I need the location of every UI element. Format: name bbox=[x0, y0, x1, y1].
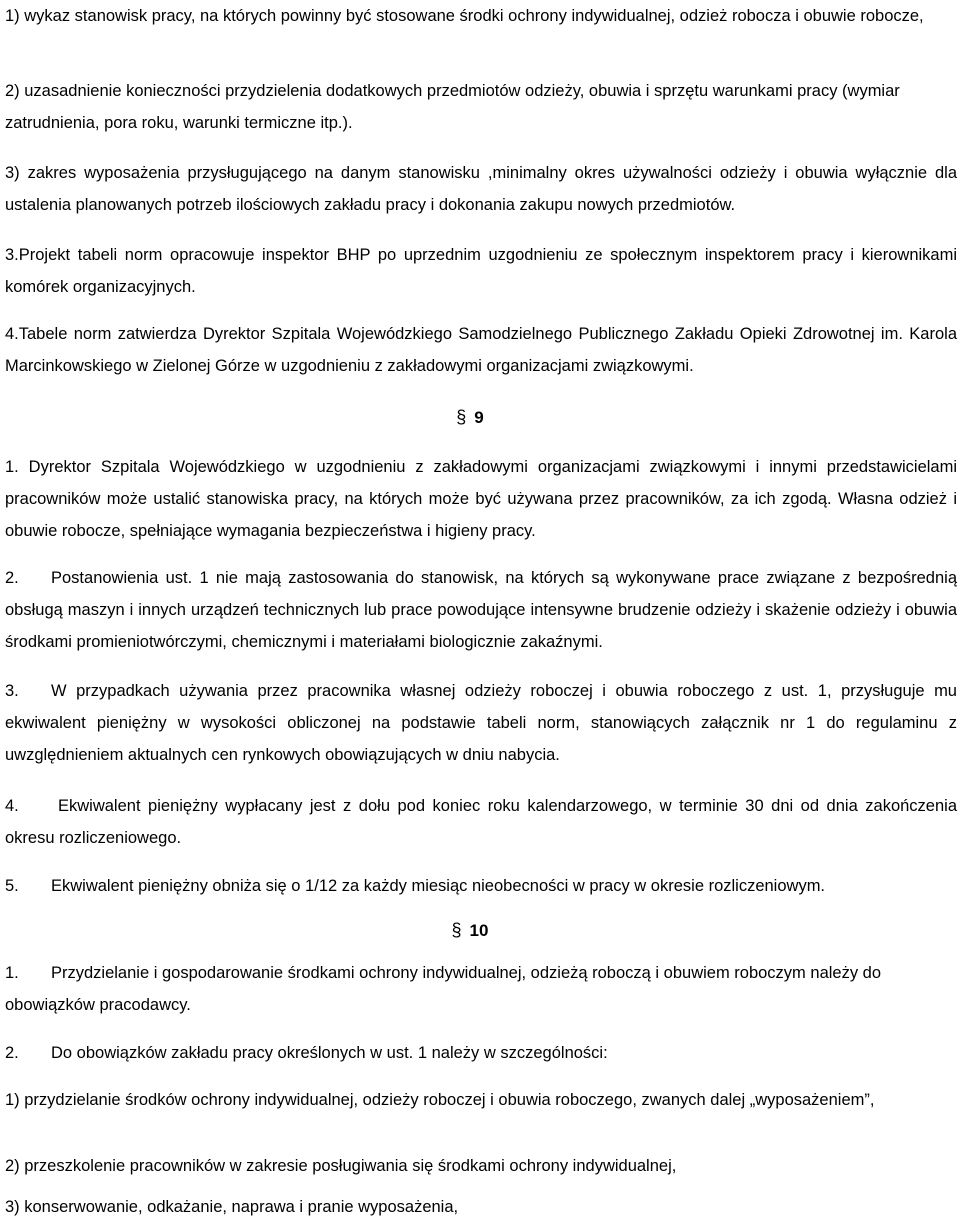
item-number: 3. bbox=[5, 682, 19, 700]
item-text: Ekwiwalent pieniężny wypłacany jest z dołu pod koniec roku kalendarzowego, w terminie 30 dni od dnia zakończenia okresu rozliczeniowego. bbox=[5, 797, 957, 847]
section-9-item-4 bbox=[5, 790, 957, 854]
paragraph-3: 3.Projekt tabeli norm opracowuje inspektor BHP po uprzednim uzgodnieniu ze społecznym inspektorem pracy i kierownikami komórek organizacyjnych. bbox=[5, 246, 957, 296]
section-10-list-item-3: 3) konserwowanie, odkażanie, naprawa i pranie wyposażenia, bbox=[5, 1198, 459, 1216]
section-10-heading bbox=[410, 918, 530, 943]
item-text: Ekwiwalent pieniężny obniża się o 1/12 za każdy miesiąc nieobecności w pracy w okresie rozliczeniowym. bbox=[51, 877, 826, 895]
section-10-item-2 bbox=[5, 1037, 957, 1069]
document-page bbox=[5, 0, 957, 1225]
paragraph-4: 4.Tabele norm zatwierdza Dyrektor Szpitala Wojewódzkiego Samodzielnego Publicznego Zakładu Opieki Zdrowotnej im. Karola Marcinkowskiego w Zielonej Górze w uzgodnieniu z zakładowymi organizacjami związkowymi. bbox=[5, 325, 957, 375]
paragraph-list-item-3: 3) zakres wyposażenia przysługującego na danym stanowisku ,minimalny okres używalności odzieży i obuwia wyłącznie dla ustalenia planowanych potrzeb ilościowych zakładu pracy i dokonania zakupu nowych przedmiotów. bbox=[5, 164, 957, 214]
section-number: 10 bbox=[469, 921, 489, 940]
section-number: 9 bbox=[474, 408, 484, 427]
item-text: W przypadkach używania przez pracownika własnej odzieży roboczej i obuwia roboczego z ust. 1, przysługuje mu ekwiwalent pieniężny w wysokości obliczonej na podstawie tabeli norm, stanowiących załącznik nr 1 do regulaminu z uwzględnieniem aktualnych cen rynkowych obowiązujących w dniu nabycia. bbox=[5, 682, 957, 764]
section-10-item-1 bbox=[5, 957, 957, 1021]
section-symbol: § bbox=[456, 407, 467, 427]
section-10-list-item-1: 1) przydzielanie środków ochrony indywidualnej, odzieży roboczej i obuwia roboczego, zwanych dalej „wyposażeniem”, bbox=[5, 1091, 875, 1109]
item-text: Postanowienia ust. 1 nie mają zastosowania do stanowisk, na których są wykonywane prace związane z bezpośrednią obsługą maszyn i innych urządzeń technicznych lub prace powodujące intensywne brudzenie odzieży i skażenie odzieży i obuwia środkami promieniotwórczymi, chemicznymi i materiałami biologicznie zakaźnymi. bbox=[5, 569, 957, 651]
item-number: 1. bbox=[5, 458, 19, 476]
paragraph-list-item-1: 1) wykaz stanowisk pracy, na których powinny być stosowane środki ochrony indywidualnej, odzież robocza i obuwie robocze, bbox=[5, 7, 924, 25]
item-text: Dyrektor Szpitala Wojewódzkiego w uzgodnieniu z zakładowymi organizacjami związkowymi i innymi przedstawicielami pracowników może ustalić stanowiska pracy, na których może być używana przez pracowników, za ich zgodą. Własna odzież i obuwie robocze, spełniające wymagania bezpieczeństwa i higieny pracy. bbox=[5, 458, 958, 540]
item-number: 2. bbox=[5, 569, 19, 587]
paragraph-list-item-2: 2) uzasadnienie konieczności przydzielenia dodatkowych przedmiotów odzieży, obuwia i sprzętu warunkami pracy (wymiar zatrudnienia, pora roku, warunki termiczne itp.). bbox=[5, 82, 900, 132]
item-number: 1. bbox=[5, 964, 19, 982]
item-text: Do obowiązków zakładu pracy określonych w ust. 1 należy w szczególności: bbox=[51, 1044, 608, 1062]
item-number: 2. bbox=[5, 1044, 19, 1062]
section-10-list-item-2: 2) przeszkolenie pracowników w zakresie posługiwania się środkami ochrony indywidualnej, bbox=[5, 1157, 677, 1175]
section-symbol: § bbox=[451, 920, 462, 940]
section-9-item-3 bbox=[5, 675, 957, 771]
section-9-item-2 bbox=[5, 562, 957, 658]
section-9-item-5 bbox=[5, 870, 957, 902]
section-9-heading bbox=[410, 405, 530, 430]
item-number: 5. bbox=[5, 877, 19, 895]
section-9-item-1 bbox=[5, 451, 957, 547]
item-text: Przydzielanie i gospodarowanie środkami ochrony indywidualnej, odzieżą roboczą i obuwiem roboczym należy do obowiązków pracodawcy. bbox=[5, 964, 882, 1014]
item-number: 4. bbox=[5, 797, 19, 815]
